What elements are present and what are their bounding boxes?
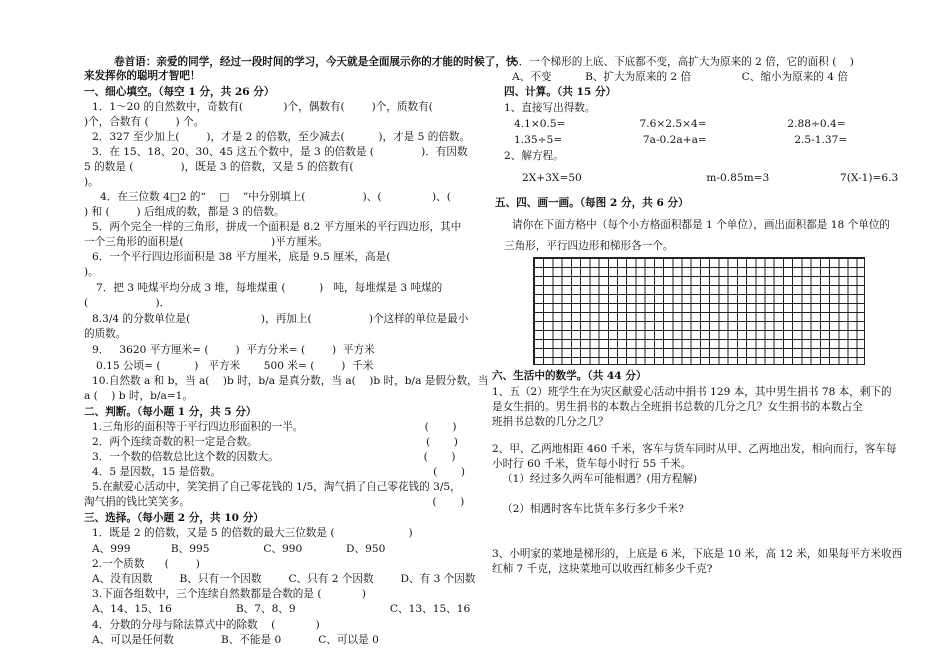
q1-7-line-2: ( )． xyxy=(84,297,171,309)
q1-8-line-2: 的质数。 xyxy=(84,328,127,340)
q6-3-line-2: 红柿 7 千克，这块菜地可以收西红柿多少千克? xyxy=(492,563,713,575)
choice-2-question: 2.一个质数 ( ) xyxy=(92,558,200,570)
choice-3-question: 3.下面各组数中，三个连续自然数都是合数的是 ( ) xyxy=(92,588,367,600)
q1-7-line-1: 7．把 3 吨煤平均分成 3 堆，每堆煤重 ( ) 吨，每堆煤是 3 吨煤的 xyxy=(96,282,443,294)
q1-6-line-2: )。 xyxy=(84,266,99,278)
equations-heading: 2、解方程。 xyxy=(504,150,564,162)
drawing-grid[interactable] xyxy=(533,257,865,365)
q1-4-line-1: 4．在三位数 4□2 的“ □ ”中分别填上( )、( )、( xyxy=(100,191,451,203)
judge-5-line-1: 5.在献爱心活动中，笑笑捐了自己零花钱的 1/5，淘气捐了自己零花钱的 3/5， xyxy=(92,481,461,493)
section-5-instruction-2: 三角形，平行四边形和梯形各一个。 xyxy=(504,240,674,252)
q1-9-line-2: 0.15 公顷= ( ) 平方米 500 米= ( ) 千米 xyxy=(96,360,374,372)
q1-2: 2．327 至少加上( )，才是 2 的倍数，至少减去( )，才是 5 的倍数。 xyxy=(92,131,471,143)
q1-3-line-1: 3．在 15、18、20、30、45 这五个数中，是 3 的倍数是 ( )．有因数 xyxy=(92,146,468,158)
q6-1-line-3: 班捐书总数的几分之几？ xyxy=(492,416,609,428)
q1-10-line-2: a ( ) b 时，b/a=1。 xyxy=(84,390,193,402)
section-3-heading: 三、选择。（每小题 2 分，共 10 分） xyxy=(84,512,264,524)
q6-3-line-1: 3、小明家的菜地是梯形的，上底是 6 米，下底是 10 米，高 12 米，如果每平方米收西 xyxy=(492,548,903,560)
choice-5-options: A、不变 B、扩大为原来的 2 倍 C、缩小为原来的 4 倍 xyxy=(512,71,848,83)
q1-8-line-1: 8.3/4 的分数单位是( )，再加上( )个这样的单位是最小 xyxy=(92,313,469,325)
q1-6-line-1: 6．一个平行四边形面积是 38 平方厘米，底是 9.5 厘米，高是( xyxy=(92,251,391,263)
q1-10-line-1: 10.自然数 a 和 b，当 a( )b 时，b/a 是真分数，当 a( )b 时，b/a 是假分数，当 xyxy=(92,375,489,387)
preface-line-2: 来发挥你的聪明才智吧！ xyxy=(84,70,201,82)
q6-2-part-1: （1）经过多久两车可能相遇？(用方程解) xyxy=(502,473,698,485)
choice-1-question: 1．既是 2 的倍数，又是 5 的倍数的最大三位数是 ( ) xyxy=(92,527,413,539)
q6-2-line-1: 2、甲、乙两地相距 460 千米，客车与货车同时从甲、乙两地出发，相向而行，客车每 xyxy=(492,443,897,455)
q1-5-line-1: 5．两个完全一样的三角形，拼成一个面积是 8.2 平方厘米的平行四边形，其中 xyxy=(92,221,462,233)
section-2-heading: 二、判断。（每小题 1 分，共 5 分） xyxy=(84,406,257,418)
q6-2-part-2: （2）相遇时客车比货车多行多少千米? xyxy=(502,503,684,515)
q1-1-line-1: 1．1～20 的自然数中，奇数有( )个，偶数有( )个，质数有( xyxy=(92,101,433,113)
judge-3: 3．一个数的倍数总比这个数的因数大。 ( ) xyxy=(92,451,456,463)
choice-1-options: A、999 B、995 C、990 D、950 xyxy=(92,543,386,555)
q1-3-line-3: )。 xyxy=(84,176,99,188)
section-5-instruction-1: 请你在下面方格中（每个小方格面积都是 1 个单位），画出面积都是 18 个单位的 xyxy=(512,219,890,231)
choice-5-question: 5．一个梯形的上底、下底都不变，高扩大为原来的 2 倍，它的面积 ( ) xyxy=(512,56,854,68)
calc-direct-heading: 1、直接写出得数。 xyxy=(504,102,596,114)
q1-9-line-1: 9． 3620 平方厘米= ( ) 平方分米= ( ) 平方米 xyxy=(92,344,375,356)
section-4-heading: 四、计算。（共 15 分） xyxy=(504,86,617,98)
choice-2-options: A、没有因数 B、只有一个因数 C、只有 2 个因数 D、有 3 个因数 xyxy=(92,573,476,585)
q1-3-line-2: 5 的数是 ( )，既是 3 的倍数，又是 5 的倍数有( xyxy=(84,161,401,173)
section-5-heading: 五、四、画一画。（每图 2 分，共 6 分） xyxy=(495,197,689,209)
judge-1: 1.三角形的面积等于平行四边形面积的一半。 ( ) xyxy=(92,421,457,433)
q6-2-line-2: 小时行 60 千米，货车每小时行 55 千米。 xyxy=(492,458,692,470)
q1-4-line-2: ) 和 ( ) 后组成的数，都是 3 的倍数。 xyxy=(84,206,285,218)
choice-4-question: 4．分数的分母与除法算式中的除数 ( ) xyxy=(92,619,320,631)
section-1-heading: 一、细心填空。（每空 1 分，共 26 分） xyxy=(84,86,275,98)
calc-row-2: 1.35÷5= 7a-0.2a+a= 2.5-1.37= xyxy=(514,134,848,146)
choice-3-options: A、14、15、16 B、7、8、9 C、13、15、16 xyxy=(92,603,471,615)
judge-2: 2．两个连续奇数的积一定是合数。 ( ) xyxy=(92,436,458,448)
equations-row: 2X+3X=50 m-0.85m=3 7(X-1)=6.3 xyxy=(522,172,899,184)
q1-5-line-2: 一个三角形的面积是( )平方厘米。 xyxy=(84,236,329,248)
choice-4-options: A、可以是任何数 B、不能是 0 C、可以是 0 xyxy=(92,634,379,646)
q6-1-line-1: 1、五（2）班学生在为灾区献爱心活动中捐书 129 本，其中男生捐书 78 本，剩下的 xyxy=(492,386,892,398)
judge-5-line-2: 淘气捐的钱比笑笑多。 ( ) xyxy=(84,496,465,508)
section-6-heading: 六、生活中的数学。（共 44 分） xyxy=(492,370,647,382)
judge-4: 4．5 是因数，15 是倍数。 ( ) xyxy=(92,466,466,478)
calc-row-1: 4.1×0.5= 7.6×2.5×4= 2.88÷0.4= xyxy=(514,118,846,130)
q6-1-line-2: 是女生捐的。男生捐书的本数占全班捐书总数的几分之几？女生捐书的本数占全 xyxy=(492,401,863,413)
q1-1-line-2: )个，合数有 ( ) 个。 xyxy=(84,116,205,128)
preface-line-1: 卷首语：亲爱的同学，经过一段时间的学习，今天就是全面展示你的才能的时候了，快 xyxy=(114,56,517,68)
